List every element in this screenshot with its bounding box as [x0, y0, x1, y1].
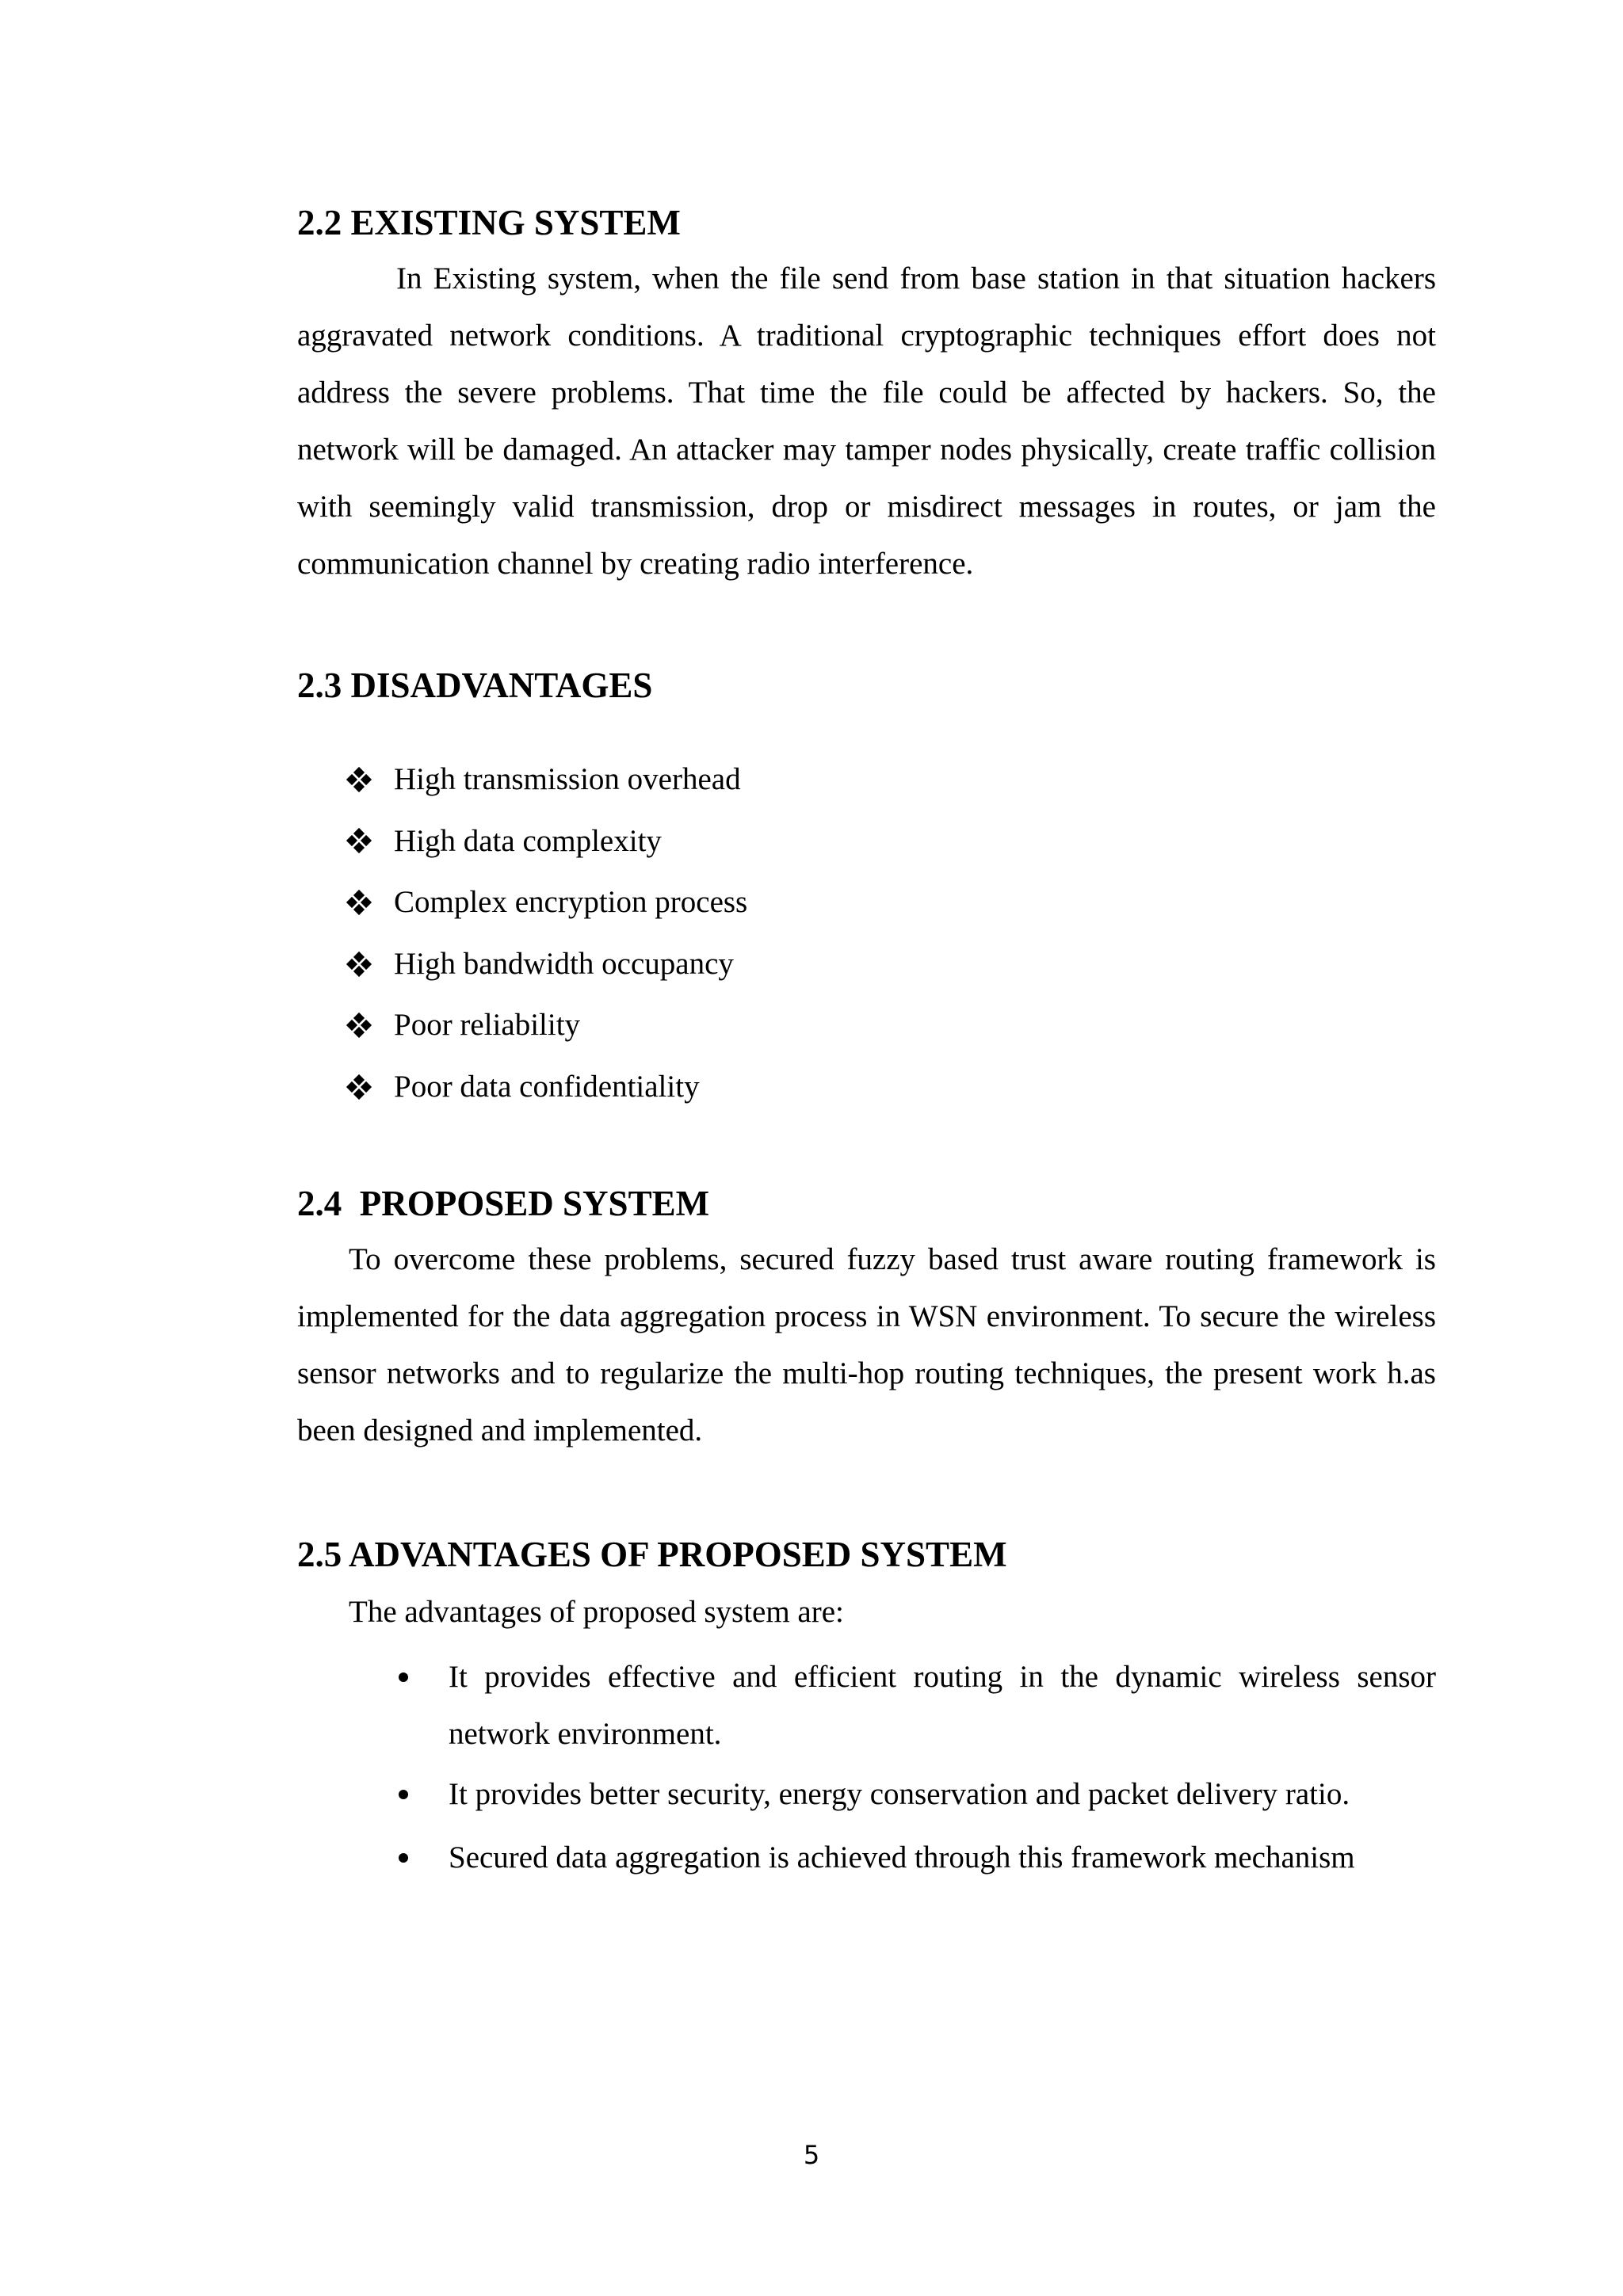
list-item-text: High transmission overhead	[394, 762, 741, 796]
section-existing-system	[297, 201, 1436, 593]
section-disadvantages	[297, 664, 1436, 707]
section-heading-advantages: 2.5 ADVANTAGES OF PROPOSED SYSTEM	[297, 1535, 1007, 1574]
list-item-text: Complex encryption process	[394, 885, 748, 920]
diamond-bullet-icon	[348, 769, 370, 791]
diamond-bullet-icon	[348, 1076, 370, 1098]
diamond-bullet-icon	[348, 891, 370, 913]
section-proposed-system	[297, 1182, 1436, 1459]
section-heading-existing-system: 2.2 EXISTING SYSTEM	[297, 203, 681, 242]
list-item-text: Poor data confidentiality	[394, 1069, 700, 1104]
list-item-text: High bandwidth occupancy	[394, 946, 734, 981]
list-item	[348, 994, 747, 1056]
bullet-dot-icon	[399, 1853, 408, 1863]
diamond-bullet-icon	[348, 953, 370, 975]
section-advantages	[297, 1533, 1436, 1641]
proposed-system-paragraph: To overcome these problems, secured fuzzy based trust aware routing framework is implemented for the data aggregation process in WSN environment. To secure the wireless sensor networks and to regularize the multi-hop routing techniques, the present work h.as been designed and implemented.	[297, 1242, 1436, 1447]
list-item	[348, 810, 747, 872]
list-item	[399, 1829, 1436, 1886]
disadvantages-list	[348, 749, 747, 1118]
list-item	[399, 1766, 1436, 1823]
bullet-dot-icon	[399, 1672, 408, 1682]
advantages-list	[399, 1649, 1436, 1886]
list-item	[348, 871, 747, 933]
section-heading-disadvantages: 2.3 DISADVANTAGES	[297, 666, 653, 705]
page-number: 5	[803, 2140, 820, 2170]
list-item	[348, 749, 747, 810]
diamond-bullet-icon	[348, 830, 370, 852]
section-heading-proposed-system: 2.4 PROPOSED SYSTEM	[297, 1184, 710, 1223]
list-item-text: It provides effective and efficient routing in the dynamic wireless sensor network environment.	[449, 1660, 1436, 1751]
list-item-text: High data complexity	[394, 823, 662, 858]
list-item	[399, 1649, 1436, 1763]
list-item	[348, 933, 747, 995]
bullet-dot-icon	[399, 1790, 408, 1799]
document-page	[297, 0, 1436, 2296]
list-item	[348, 1056, 747, 1118]
diamond-bullet-icon	[348, 1014, 370, 1036]
list-item-text: Secured data aggregation is achieved through this framework mechanism	[449, 1840, 1355, 1875]
existing-system-paragraph: In Existing system, when the file send from base station in that situation hackers aggravated network conditions. A traditional cryptographic techniques effort does not address the severe problems. That time the file could be affected by hackers. So, the network will be damaged. An attacker may tamper nodes physically, create traffic collision with seemingly valid transmission, drop or misdirect messages in routes, or jam the communication channel by creating radio interference.	[297, 261, 1436, 581]
list-item-text: Poor reliability	[394, 1008, 581, 1043]
list-item-text: It provides better security, energy conservation and packet delivery ratio.	[449, 1777, 1350, 1811]
advantages-intro: The advantages of proposed system are:	[349, 1595, 844, 1629]
